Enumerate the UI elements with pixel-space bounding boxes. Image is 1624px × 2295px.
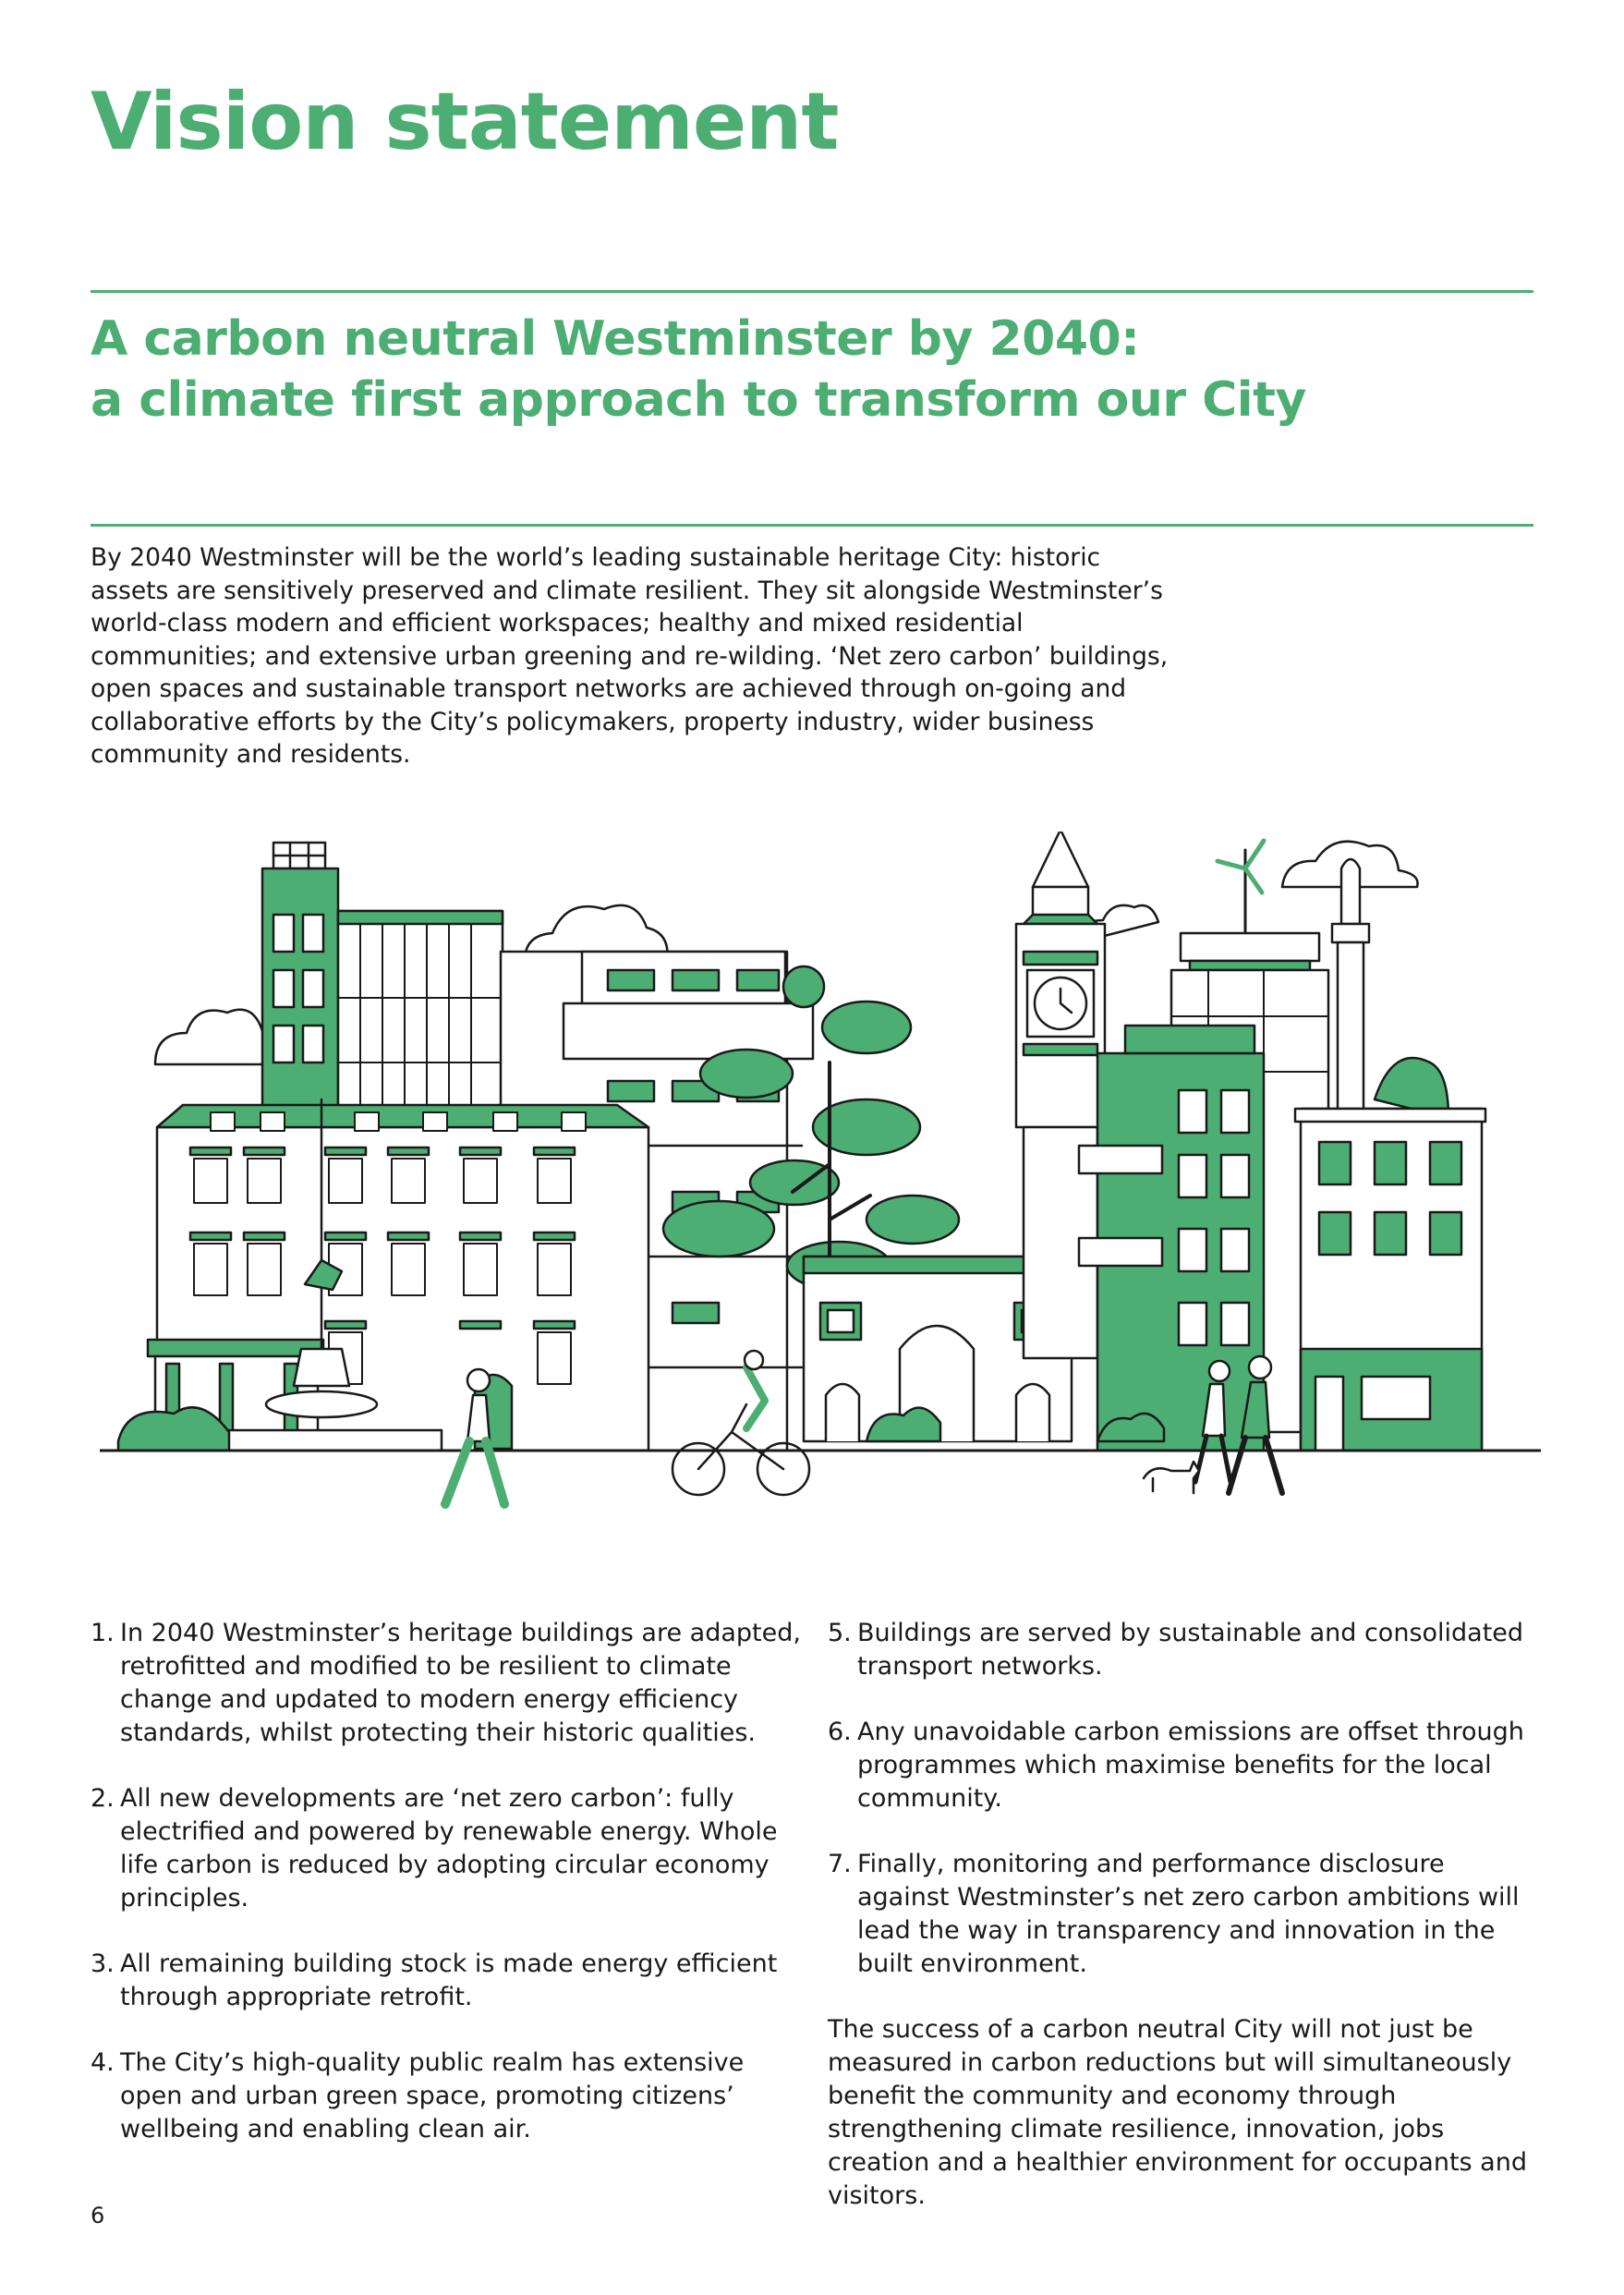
- list-item-number: 4.: [91, 2048, 115, 2077]
- subtitle-line-1: A carbon neutral Westminster by 2040:: [91, 311, 1140, 367]
- list-item: [91, 1617, 802, 1750]
- list-column-right: [828, 1617, 1539, 2213]
- city-skyline-illustration: [100, 832, 1541, 1543]
- list-item-text: All remaining building stock is made energy efficient through appropriate retrofit.: [120, 1949, 778, 2011]
- list-item-text: Buildings are served by sustainable and consolidated transport networks.: [857, 1619, 1524, 1681]
- list-item: [91, 1948, 802, 2014]
- list-item-number: 3.: [91, 1949, 115, 1978]
- list-item: [828, 1617, 1539, 1683]
- list-item: [828, 1716, 1539, 1815]
- closing-paragraph: The success of a carbon neutral City will not just be measured in carbon reductions but will simultaneously benefit the community and economy through strengthening climate resilience, innovation, jobs creation and a healthier environment for occupants and visitors.: [828, 2015, 1527, 2210]
- vision-list-left: [91, 1617, 802, 2146]
- list-item-number: 7.: [828, 1850, 852, 1878]
- list-item-text: Finally, monitoring and performance disclosure against Westminster’s net zero carbon ambitions will lead the way in transparency and innovation in the built environment.: [857, 1850, 1520, 1978]
- list-item-text: Any unavoidable carbon emissions are offset through programmes which maximise benefits for the local community.: [857, 1718, 1524, 1813]
- page-number: 6: [91, 2203, 105, 2228]
- clock-tower-icon: [1016, 832, 1105, 1358]
- list-item-number: 5.: [828, 1619, 852, 1647]
- list-item-text: All new developments are ‘net zero carbon’: fully electrified and powered by renewable energy. Whole life carbon is reduced by adopting circular economy principles.: [120, 1784, 778, 1912]
- intro-paragraph: By 2040 Westminster will be the world’s leading sustainable heritage City: historic assets are sensitively preserved and climate resilient. They sit alongside Westminster’s world-class modern and efficient workspaces; healthy and mixed residential communities; and extensive urban greening and re-wilding. ‘Net zero carbon’ buildings, open spaces and sustainable transport networks are achieved through on-going and collaborative efforts by the City’s policymakers, property industry, wider business community and residents.: [91, 543, 1169, 769]
- vision-list-right: [828, 1617, 1539, 1981]
- solar-panel-icon: [273, 843, 325, 868]
- divider-top: [91, 290, 1533, 293]
- list-column-left: [91, 1617, 802, 2179]
- list-item: [91, 2046, 802, 2146]
- divider-bottom: [91, 524, 1533, 527]
- list-item-text: In 2040 Westminster’s heritage buildings are adapted, retrofitted and modified to be resilient to climate change and updated to modern energy efficiency standards, whilst protecting their historic qualities.: [120, 1619, 801, 1747]
- list-item-number: 2.: [91, 1784, 115, 1813]
- list-item-text: The City’s high-quality public realm has extensive open and urban green space, promoting citizens’ wellbeing and enabling clean air.: [120, 2048, 745, 2143]
- list-item-number: 6.: [828, 1718, 852, 1746]
- page-title: Vision statement: [91, 76, 839, 168]
- column-statue-icon: [1332, 859, 1369, 1127]
- list-item-number: 1.: [91, 1619, 115, 1647]
- wind-turbine-icon: [1218, 841, 1264, 933]
- page-subtitle: [91, 309, 1306, 431]
- list-item: [828, 1848, 1539, 1981]
- list-item: [91, 1782, 802, 1915]
- subtitle-line-2: a climate first approach to transform our City: [91, 372, 1306, 428]
